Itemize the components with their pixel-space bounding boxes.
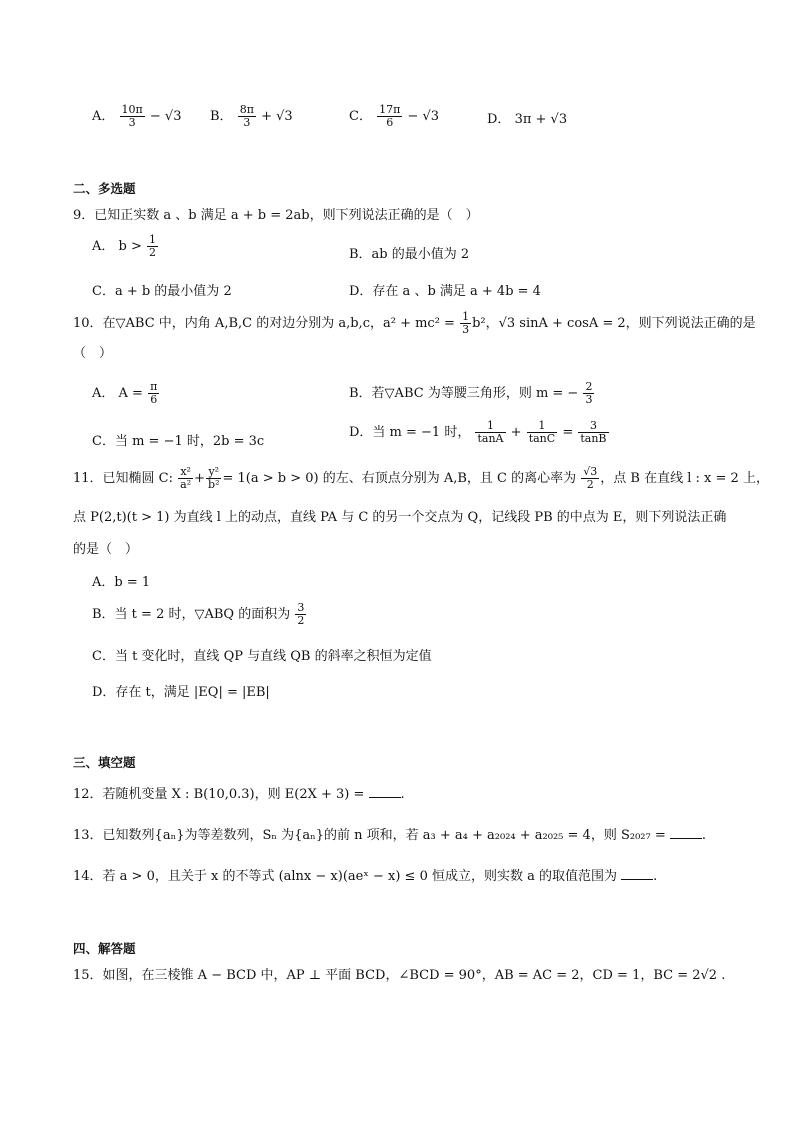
q11-fraction-eccentricity-numerator: √3: [583, 465, 598, 478]
q10-stem-denominator: 3: [462, 323, 470, 336]
q14-text: 14．若 a > 0，且关于 x 的不等式 (alnx − x)(aeˣ − x) ≤ 0 恒成立，则实数 a 的取值范围为: [73, 869, 617, 884]
q8-option-c-tail: − √3: [407, 109, 440, 124]
q10-option-d-fraction-1-denominator: tanA: [477, 432, 504, 445]
q11-fraction-eccentricity: [581, 466, 599, 491]
q10-option-b-numerator: 2: [585, 380, 593, 393]
q11-option-b-fraction: [295, 602, 306, 627]
q10-option-d: [349, 420, 610, 445]
q10-stem-line2: （ ）: [73, 346, 113, 361]
q10-option-a: [92, 381, 160, 406]
q10-stem-pre: 10．在▽ABC 中，内角 A,B,C 的对边分别为 a,b,c，a² + mc² =: [73, 316, 455, 331]
q8-option-b-denominator: 3: [238, 116, 256, 129]
section-title-fill-in: 三、填空题: [73, 755, 136, 770]
q10-option-a-numerator: π: [150, 380, 158, 393]
q8-option-d: [487, 108, 567, 127]
q12-answer-blank[interactable]: [369, 785, 401, 798]
q11-option-d: D．存在 t，满足 |EQ| = |EB|: [92, 685, 270, 700]
q11-option-a: A．b = 1: [92, 575, 151, 590]
q10-option-b-pre: B．若▽ABC 为等腰三角形，则 m = −: [349, 386, 579, 401]
q11-fraction-x-denominator: a²: [180, 478, 192, 491]
q11-fraction-y: [206, 466, 221, 491]
q11-stem-pre: 11．已知椭圆 C:: [73, 471, 174, 486]
q8-option-c-fraction: [377, 104, 402, 129]
q10-option-b-fraction: [583, 381, 594, 406]
q8-option-c-numerator: 17π: [379, 103, 401, 116]
q8-option-a-denominator: 3: [120, 116, 145, 129]
q10-option-d-fraction-1: [475, 420, 505, 445]
q11-stem-line2: 点 P(2,t)(t > 1) 为直线 l 上的动点，直线 PA 与 C 的另一个交点为 Q，记线段 PB 的中点为 E，则下列说法正确: [73, 510, 727, 525]
q12-text: 12．若随机变量 X : B(10,0.3)，则 E(2X + 3) =: [73, 787, 365, 802]
q8-option-d-text: 3π + √3: [514, 112, 568, 127]
q11-stem: [73, 465, 769, 491]
q14-period: .: [653, 869, 658, 884]
q11-stem-mid: = 1(a > b > 0) 的左、右顶点分别为 A,B，且 C 的离心率为: [222, 471, 577, 486]
q13-text: 13．已知数列{aₙ}为等差数列，Sₙ 为{aₙ}的前 n 项和，若 a₃ + a₄ + a₂₀₂₄ + a₂₀₂₅ = 4，则 S₂₀₂₇ =: [73, 828, 666, 843]
section-title-multiple-choice: 二、多选题: [73, 181, 136, 196]
q11-plus: +: [194, 471, 206, 486]
q9-stem: 9．已知正实数 a 、b 满足 a + b = 2ab，则下列说法正确的是（ ）: [73, 208, 479, 223]
q11-option-c: C．当 t 变化时，直线 QP 与直线 QB 的斜率之积恒为定值: [92, 649, 432, 664]
q8-option-c-label: C．: [349, 109, 372, 124]
q10-option-d-fraction-2: [527, 420, 557, 445]
q10-option-b-denominator: 3: [585, 393, 593, 406]
q8-option-d-label: D．: [487, 112, 511, 127]
q11-option-b-numerator: 3: [297, 601, 305, 614]
q11-option-b: [92, 602, 307, 627]
q10-option-d-equals: =: [562, 425, 574, 440]
q10-stem-numerator: 1: [462, 310, 470, 323]
q8-option-b-fraction: [238, 104, 256, 129]
q15-text: 15．如图，在三棱锥 A − BCD 中，AP ⊥ 平面 BCD，∠BCD = 90°，AB = AC = 2，CD = 1，BC = 2√2 .: [73, 968, 726, 983]
q11-fraction-y-denominator: b²: [208, 478, 220, 491]
q11-stem-line3: 的是（ ）: [73, 542, 139, 557]
q13: [73, 826, 758, 845]
q10-option-d-fraction-3-numerator: 3: [589, 419, 597, 432]
q10-option-d-plus: +: [510, 425, 522, 440]
q8-option-a-numerator: 10π: [121, 103, 143, 116]
q9-option-c: C．a + b 的最小值为 2: [92, 284, 232, 299]
q8-option-a-tail: − √3: [149, 109, 182, 124]
q11-fraction-eccentricity-denominator: 2: [581, 478, 599, 491]
q9-option-a-denominator: 2: [149, 246, 157, 259]
q9-option-a: [92, 234, 159, 259]
q10-option-d-pre: D．当 m = −1 时，: [349, 425, 471, 440]
q11-fraction-x: [178, 466, 193, 491]
q9-option-b: B．ab 的最小值为 2: [349, 247, 470, 262]
q14: [73, 867, 758, 886]
q10-option-d-fraction-3-denominator: tanB: [580, 432, 607, 445]
q8-option-c: [349, 104, 439, 129]
q9-option-a-label: A．: [92, 239, 115, 254]
q11-fraction-y-numerator: y²: [208, 465, 220, 478]
q8-option-a-label: A．: [92, 109, 115, 124]
q8-option-b-tail: + √3: [261, 109, 293, 124]
q13-answer-blank[interactable]: [670, 826, 702, 839]
q8-option-b-label: B．: [210, 109, 233, 124]
section-title-solutions: 四、解答题: [73, 941, 136, 956]
q12: [73, 785, 758, 804]
q8-option-b: [210, 104, 293, 129]
q9-option-d: D．存在 a 、b 满足 a + 4b = 4: [349, 284, 541, 299]
q10-stem-post: b²，√3 sinA + cosA = 2，则下列说法正确的是: [472, 316, 756, 331]
q10-option-a-denominator: 6: [148, 393, 159, 406]
q11-option-b-denominator: 2: [297, 614, 305, 627]
q13-period: .: [701, 828, 707, 843]
q11-stem-post: ，点 B 在直线 l : x = 2 上，: [600, 471, 769, 486]
q9-option-a-pre: b >: [118, 239, 142, 254]
q11-option-b-pre: B．当 t = 2 时，▽ABQ 的面积为: [92, 607, 291, 622]
q10-option-a-label: A．: [92, 386, 115, 401]
q11-fraction-x-numerator: x²: [180, 465, 191, 478]
q8-option-a: [92, 104, 182, 129]
q10-option-a-pre: A =: [118, 386, 143, 401]
q10-option-d-fraction-2-numerator: 1: [538, 419, 546, 432]
q9-option-a-numerator: 1: [149, 233, 157, 246]
q10-option-d-fraction-1-numerator: 1: [486, 419, 494, 432]
q9-option-a-fraction: [147, 234, 158, 259]
q8-option-c-denominator: 6: [377, 116, 402, 129]
q10-option-d-fraction-3: [578, 420, 608, 445]
q10-option-d-fraction-2-denominator: tanC: [528, 432, 556, 445]
q10-stem-fraction: [460, 311, 471, 336]
q10-stem: [73, 311, 758, 336]
q14-answer-blank[interactable]: [621, 867, 653, 880]
q8-option-a-fraction: [120, 104, 145, 129]
q12-period: .: [400, 787, 405, 802]
q10-option-b: [349, 381, 595, 406]
q8-option-b-numerator: 8π: [239, 103, 254, 116]
q10-option-c: C．当 m = −1 时，2b = 3c: [92, 434, 265, 449]
q10-option-a-fraction: [148, 381, 159, 406]
